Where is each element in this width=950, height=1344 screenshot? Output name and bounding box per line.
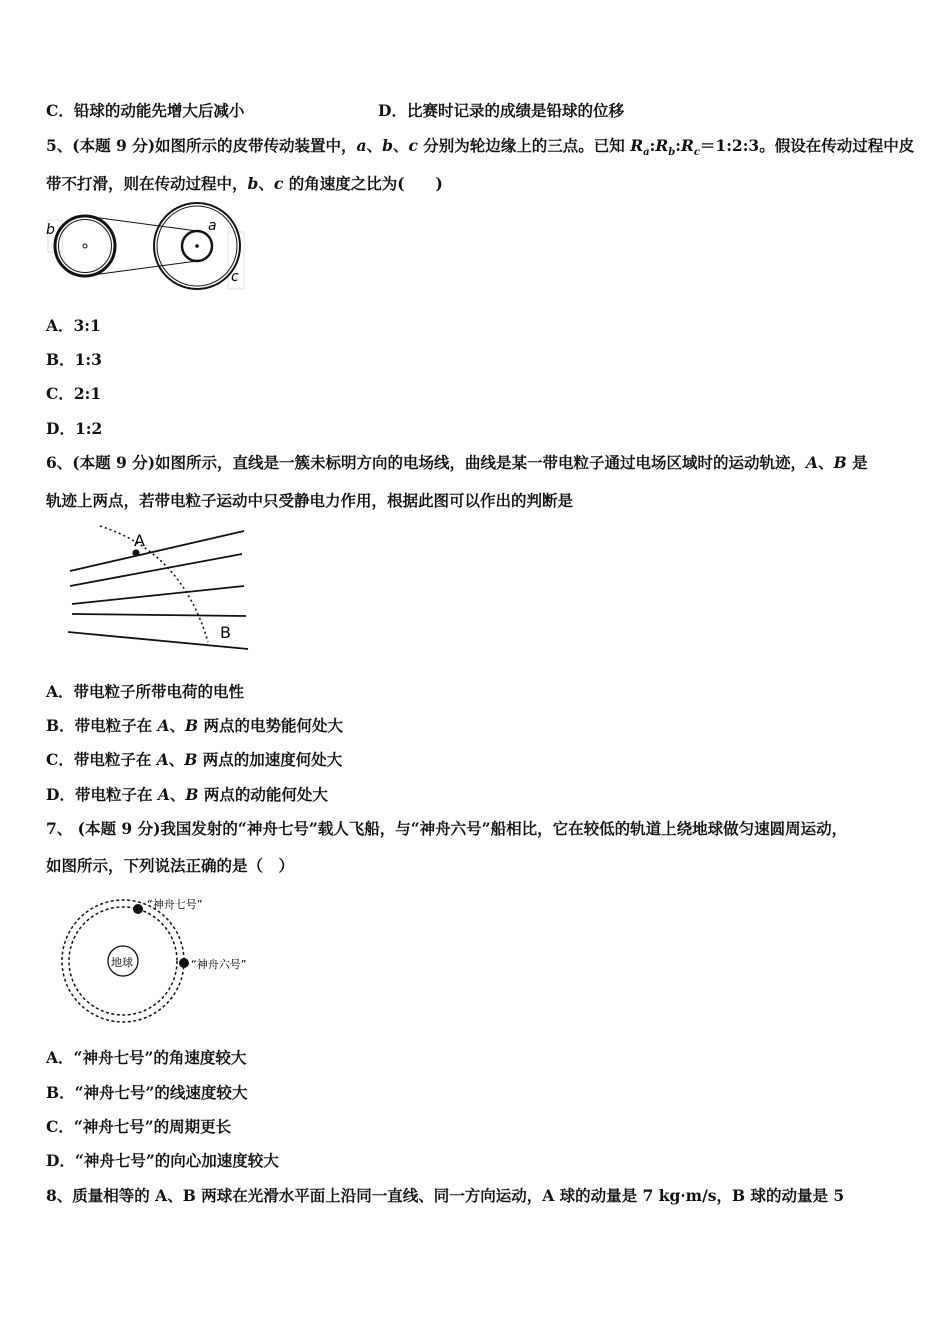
- label-c: c: [231, 269, 239, 285]
- earth-label: 地球: [111, 956, 133, 969]
- q6-option-a: A．带电粒子所带电荷的电性: [46, 682, 245, 701]
- q7-option-b: B．“神舟七号”的线速度较大: [46, 1083, 248, 1102]
- shenzhou6-dot: [179, 958, 189, 968]
- q5-option-c: C．2:1: [46, 384, 102, 403]
- q6-option-d: D．带电粒子在 A、B 两点的动能何处大: [46, 785, 328, 804]
- q7-option-c: C．“神舟七号”的周期更长: [46, 1117, 232, 1136]
- q6-stem-line2: 轨迹上两点，若带电粒子运动中只受静电力作用，根据此图可以作出的判断是: [46, 491, 574, 510]
- shenzhou7-label: “神舟七号”: [147, 898, 203, 911]
- q6-option-b: B．带电粒子在 A、B 两点的电势能何处大: [46, 716, 344, 735]
- q5-option-d: D．1:2: [46, 419, 103, 438]
- shenzhou6-label: “神舟六号”: [191, 958, 247, 971]
- label-A: A: [134, 531, 145, 550]
- q7-stem-line1: 7、 (本题 9 分)我国发射的“神舟七号”载人飞船，与“神舟六号”船相比，它在较低的轨道上绕地球做匀速圆周运动，: [46, 819, 848, 838]
- electric-field-figure: [62, 524, 254, 654]
- q5-option-a: A．3:1: [46, 316, 101, 335]
- label-B: B: [220, 623, 231, 642]
- q7-stem-line2: 如图所示，下列说法正确的是（ ）: [46, 856, 295, 875]
- belt-drive-figure: [40, 202, 250, 294]
- q7-option-a: A．“神舟七号”的角速度较大: [46, 1048, 247, 1067]
- prev-option-d: D．比赛时记录的成绩是铅球的位移: [378, 101, 624, 120]
- orbit-figure: [55, 893, 265, 1029]
- label-b: b: [46, 222, 55, 238]
- q5-stem-line1: 5、(本题 9 分)如图所示的皮带传动装置中，a、b、c 分别为轮边缘上的三点。已知 $R_a:R_b:R_c=1:2:3$。假设在传动过程中皮: [46, 136, 915, 159]
- prev-option-c: C．铅球的动能先增大后减小: [46, 101, 245, 120]
- q6-option-c: C．带电粒子在 A、B 两点的加速度何处大: [46, 750, 343, 769]
- q5-option-b: B．1:3: [46, 350, 102, 369]
- shenzhou7-dot: [133, 904, 143, 914]
- q7-option-d: D．“神舟七号”的向心加速度较大: [46, 1151, 279, 1170]
- q6-stem-line1: 6、(本题 9 分)如图所示，直线是一簇未标明方向的电场线，曲线是某一带电粒子通过电场区域时的运动轨迹，A、B 是: [46, 453, 868, 472]
- q8-stem-line1: 8、质量相等的 A、B 两球在光滑水平面上沿同一直线、同一方向运动，A 球的动量是 7 kg·m/s，B 球的动量是 5: [46, 1186, 845, 1205]
- q5-stem-line2: 带不打滑，则在传动过程中，b、c 的角速度之比为( ): [46, 174, 443, 193]
- label-a: a: [208, 218, 217, 234]
